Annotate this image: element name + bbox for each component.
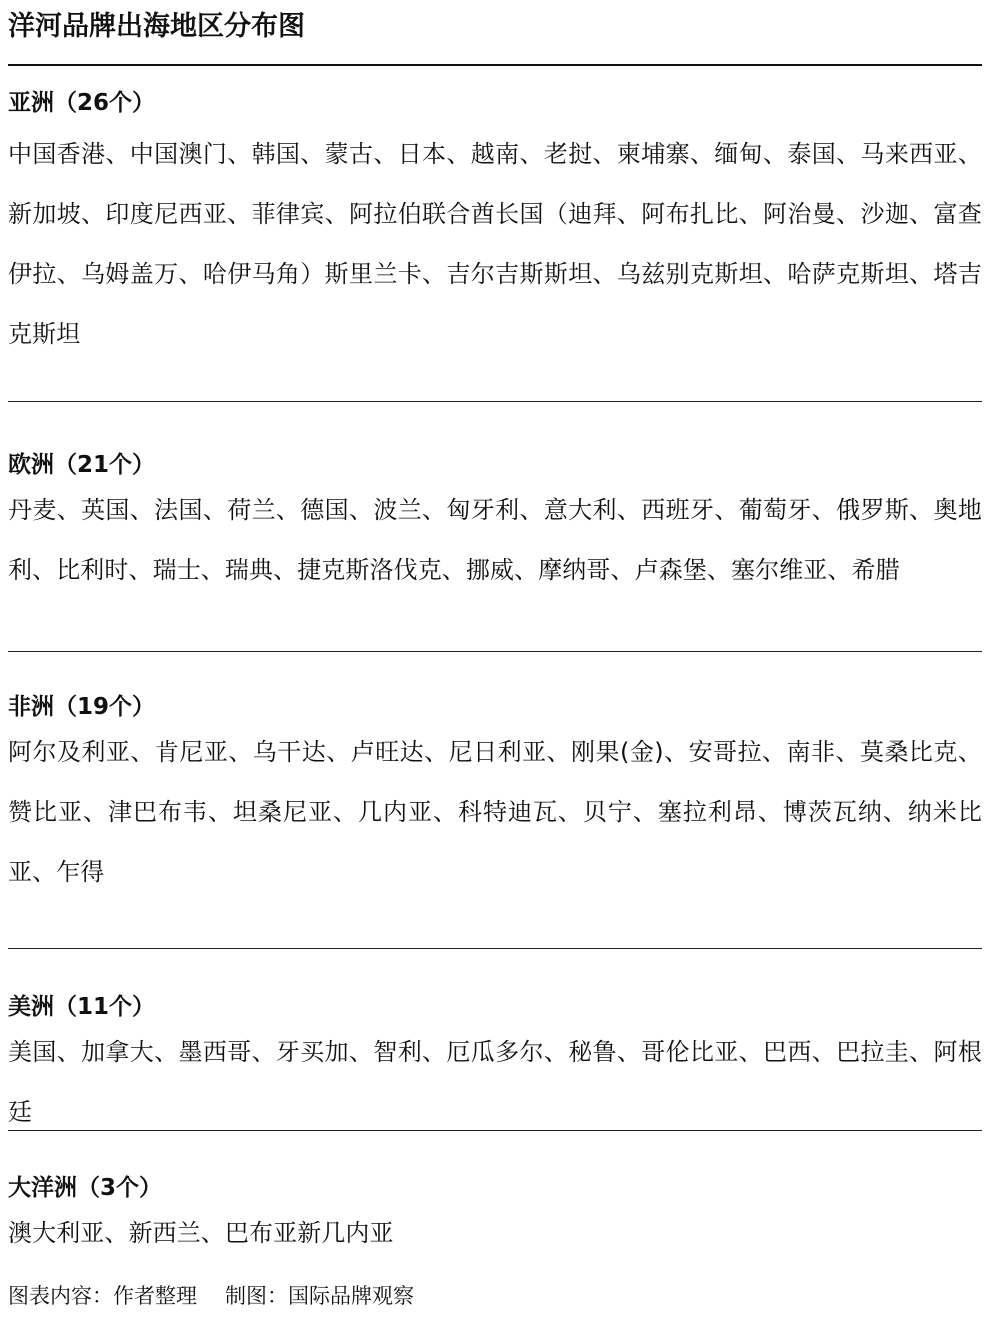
page-title: 洋河品牌出海地区分布图	[8, 11, 305, 42]
region-oceania	[8, 1173, 982, 1263]
section-divider	[8, 401, 982, 402]
region-countries: 美国、加拿大、墨西哥、牙买加、智利、厄瓜多尔、秘鲁、哥伦比亚、巴西、巴拉圭、阿根廷	[8, 1038, 982, 1126]
region-countries: 丹麦、英国、法国、荷兰、德国、波兰、匈牙利、意大利、西班牙、葡萄牙、俄罗斯、奥地利、比利时、瑞士、瑞典、捷克斯洛伐克、挪威、摩纳哥、卢森堡、塞尔维亚、希腊	[8, 496, 982, 584]
region-heading: 欧洲（21个）	[8, 452, 156, 478]
region-heading: 大洋洲（3个）	[8, 1175, 163, 1201]
title-rule	[8, 64, 982, 66]
region-countries: 阿尔及利亚、肯尼亚、乌干达、卢旺达、尼日利亚、刚果(金)、安哥拉、南非、莫桑比克、赞比亚、津巴布韦、坦桑尼亚、几内亚、科特迪瓦、贝宁、塞拉利昂、博茨瓦纳、纳米比亚、乍得	[8, 738, 982, 886]
region-asia	[8, 88, 982, 364]
region-heading: 非洲（19个）	[8, 694, 156, 720]
footer-source: 图表内容：作者整理	[8, 1284, 197, 1308]
section-divider	[8, 651, 982, 652]
section-divider	[8, 1130, 982, 1131]
page	[8, 0, 982, 1308]
region-africa	[8, 692, 982, 902]
region-heading: 美洲（11个）	[8, 994, 156, 1020]
region-heading: 亚洲（26个）	[8, 90, 156, 116]
footer-credits	[8, 1280, 414, 1312]
region-americas	[8, 992, 982, 1142]
region-countries: 中国香港、中国澳门、韩国、蒙古、日本、越南、老挝、柬埔寨、缅甸、泰国、马来西亚、新加坡、印度尼西亚、菲律宾、阿拉伯联合酋长国（迪拜、阿布扎比、阿治曼、沙迦、富查伊拉、乌姆盖万、哈伊马角）斯里兰卡、吉尔吉斯斯坦、乌兹别克斯坦、哈萨克斯坦、塔吉克斯坦	[8, 140, 982, 348]
region-countries: 澳大利亚、新西兰、巴布亚新几内亚	[8, 1219, 394, 1247]
footer-credit: 制图：国际品牌观察	[225, 1284, 414, 1308]
region-europe	[8, 450, 982, 600]
section-divider	[8, 948, 982, 949]
